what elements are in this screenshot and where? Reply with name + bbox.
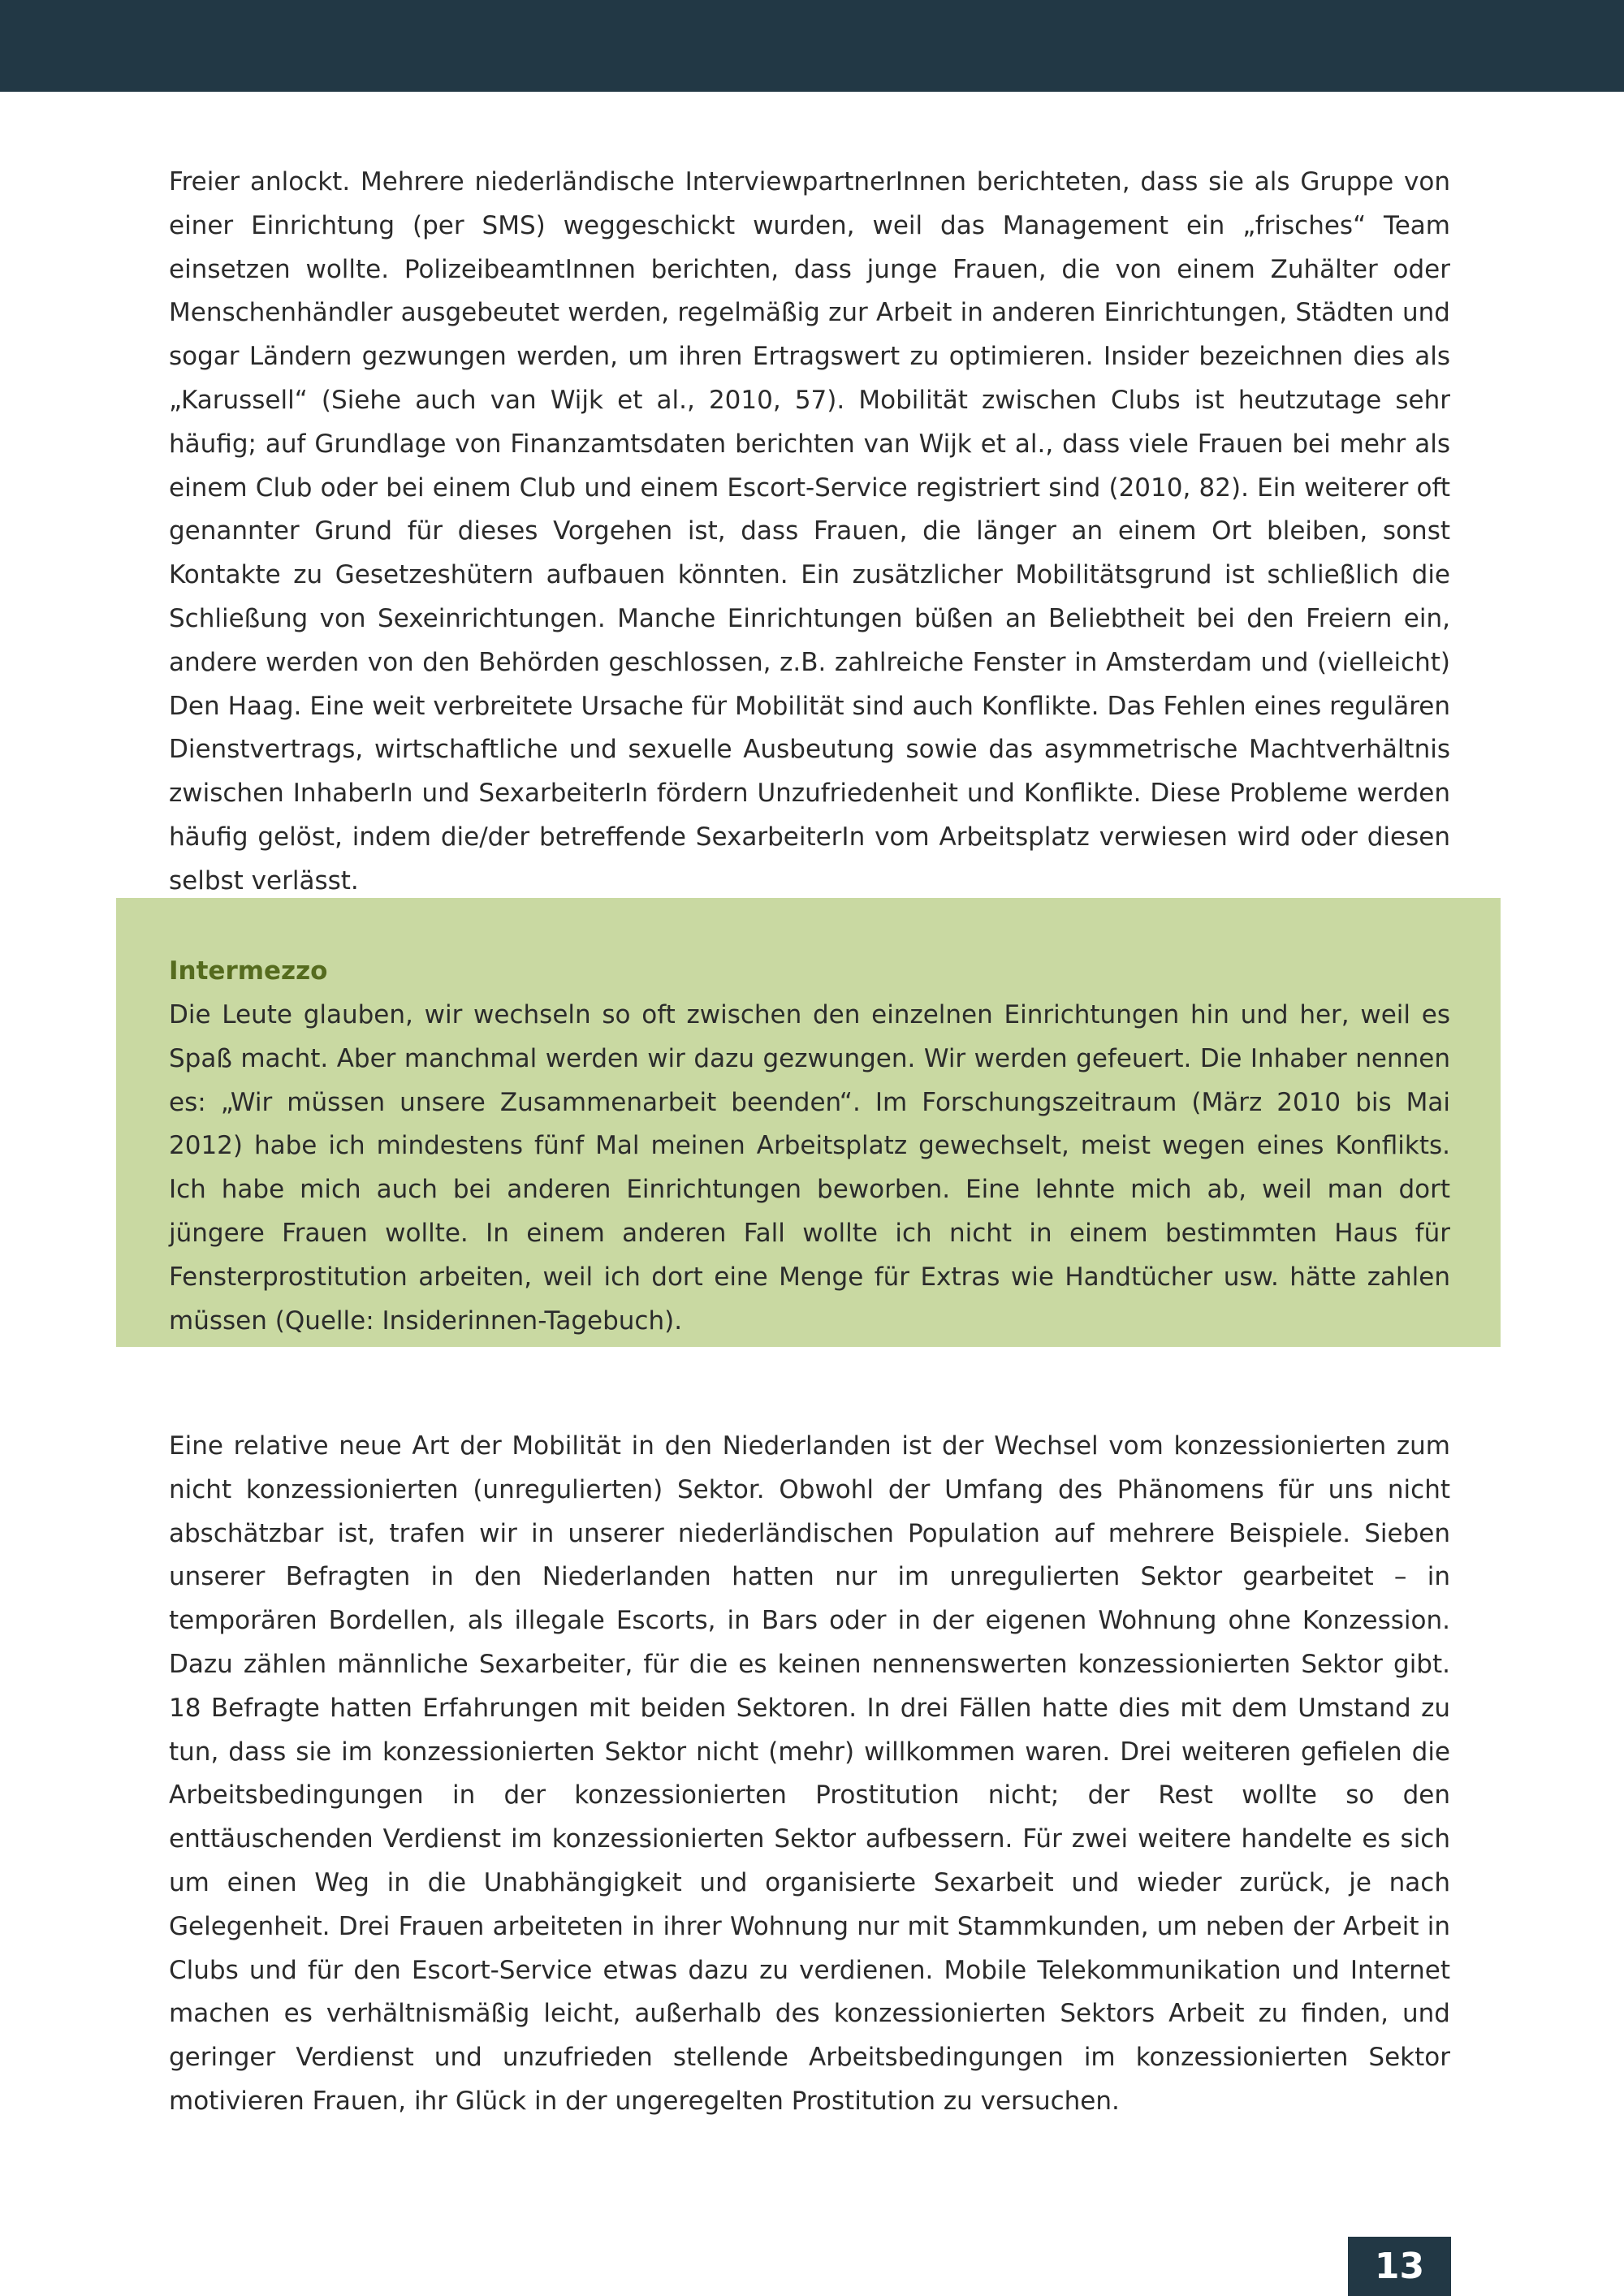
intermezzo-title: Intermezzo (169, 956, 328, 986)
body-paragraph-2: Eine relative neue Art der Mobilität in den Niederlanden ist der Wechsel vom konzessionierten zum nicht konzessionierten (unregulierten) Sektor. Obwohl der Umfang des Phänomens für uns nicht abschätzbar ist, trafen wir in unserer niederländischen Population auf mehrere Beispiele. Sieben unserer Befragten in den Niederlanden hatten nur im unregulierten Sektor gearbeitet – in temporären Bordellen, als illegale Escorts, in Bars oder in der eigenen Wohnung ohne Konzession. Dazu zählen männliche Sexarbeiter, für die es keinen nennenswerten konzessionierten Sektor gibt. 18 Befragte hatten Erfahrungen mit beiden Sektoren. In drei Fällen hatte dies mit dem Umstand zu tun, dass sie im konzessionierten Sektor nicht (mehr) willkommen waren. Drei weiteren gefielen die Arbeitsbedingungen in der konzessionierten Prostitution nicht; der Rest wollte so den enttäuschenden Verdienst im konzessionierten Sektor aufbessern. Für zwei weitere handelte es sich um einen Weg in die Unabhängigkeit und organisierte Sexarbeit und wieder zurück, je nach Gelegenheit. Drei Frauen arbeiteten in ihrer Wohnung nur mit Stammkunden, um neben der Arbeit in Clubs und für den Escort-Service etwas dazu zu verdienen. Mobile Telekommunikation und Internet machen es verhältnismäßig leicht, außerhalb des konzessionierten Sektors Arbeit zu finden, und geringer Verdienst und unzufrieden stellende Arbeitsbedingungen im konzessionierten Sektor motivieren Frauen, ihr Glück in der ungeregelten Prostitution zu versuchen. (169, 1431, 1450, 2116)
intermezzo-box (116, 898, 1501, 1347)
body-paragraph-1: Freier anlockt. Mehrere niederländische InterviewpartnerInnen berichteten, dass sie als Gruppe von einer Einrichtung (per SMS) weggeschickt wurden, weil das Management ein „frisches“ Team einsetzen wollte. PolizeibeamtInnen berichten, dass junge Frauen, die von einem Zuhälter oder Menschenhändler ausgebeutet werden, regelmäßig zur Arbeit in anderen Einrichtungen, Städten und sogar Ländern gezwungen werden, um ihren Ertragswert zu optimieren. Insider bezeichnen dies als „Karussell“ (Siehe auch van Wijk et al., 2010, 57). Mobilität zwischen Clubs ist heutzutage sehr häufig; auf Grundlage von Finanzamtsdaten berichten van Wijk et al., dass viele Frauen bei mehr als einem Club oder bei einem Club und einem Escort-Service registriert sind (2010, 82). Ein weiterer oft genannter Grund für dieses Vorgehen ist, dass Frauen, die länger an einem Ort bleiben, sonst Kontakte zu Gesetzeshütern aufbauen könnten. Ein zusätzlicher Mobilitätsgrund ist schließlich die Schließung von Sexeinrichtungen. Manche Einrichtungen büßen an Beliebtheit bei den Freiern ein, andere werden von den Behörden geschlossen, z.B. zahlreiche Fenster in Amsterdam und (vielleicht) Den Haag. Eine weit verbreitete Ursache für Mobilität sind auch Konflikte. Das Fehlen eines regulären Dienstvertrags, wirtschaftliche und sexuelle Ausbeutung sowie das asymmetrische Machtverhältnis zwischen InhaberIn und SexarbeiterIn fördern Unzufriedenheit und Konflikte. Diese Probleme werden häufig gelöst, indem die/der betreffende SexarbeiterIn vom Arbeitsplatz verwiesen wird oder diesen selbst verlässt. (169, 167, 1450, 896)
page-number: 13 (1348, 2237, 1451, 2296)
intermezzo-text: Die Leute glauben, wir wechseln so oft zwischen den einzelnen Einrichtungen hin und her, weil es Spaß macht. Aber manchmal werden wir dazu gezwungen. Wir werden gefeuert. Die Inhaber nennen es: „Wir müssen unsere Zusammenarbeit beenden“. Im Forschungszeitraum (März 2010 bis Mai 2012) habe ich mindestens fünf Mal meinen Arbeitsplatz gewechselt, meist wegen eines Konflikts. Ich habe mich auch bei anderen Einrichtungen beworben. Eine lehnte mich ab, weil man dort jüngere Frauen wollte. In einem anderen Fall wollte ich nicht in einem bestimmten Haus für Fensterprostitution arbeiten, weil ich dort eine Menge für Extras wie Handtücher usw. hätte zahlen müssen (Quelle: Insiderinnen-Tagebuch). (169, 1000, 1450, 1336)
header-bar (0, 0, 1624, 92)
